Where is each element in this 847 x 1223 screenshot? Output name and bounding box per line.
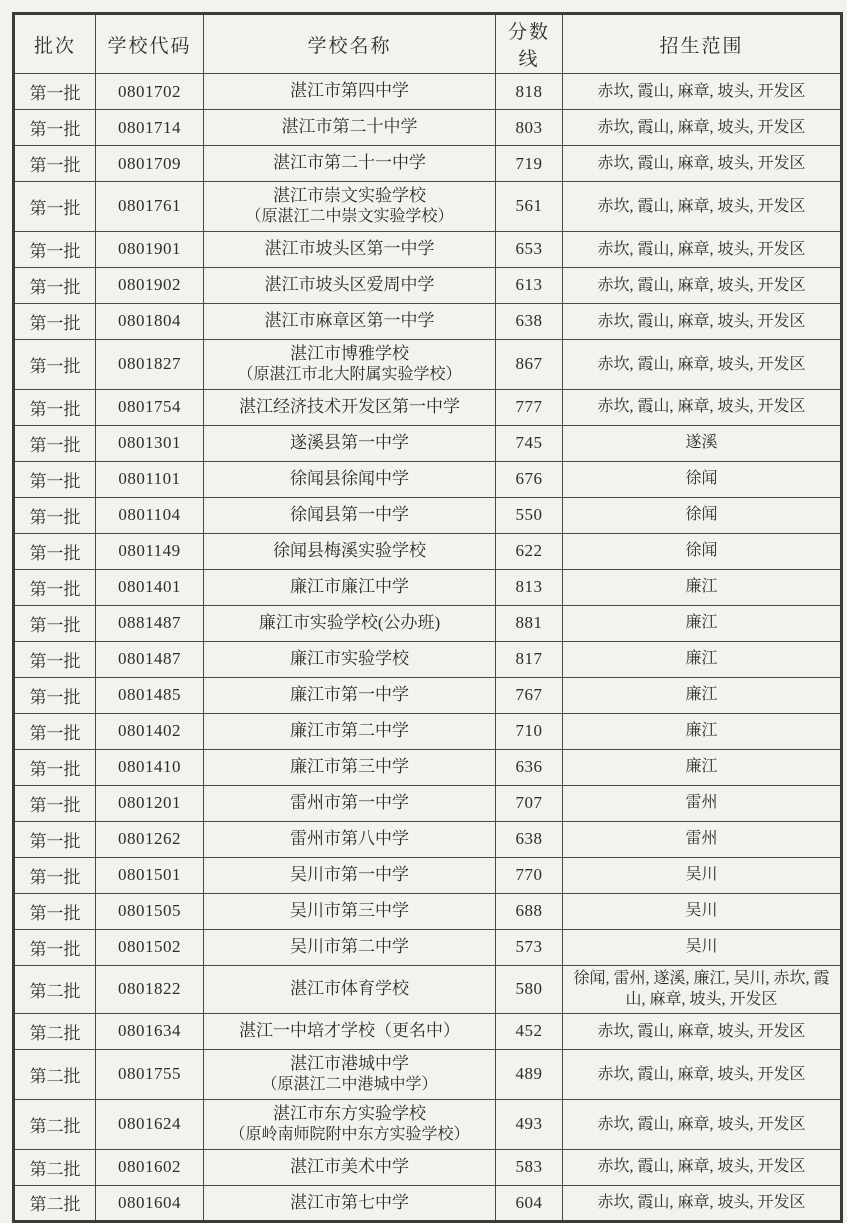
school-name-cell bbox=[204, 1185, 496, 1221]
school-name-cell bbox=[204, 339, 496, 389]
range-cell: 廉江 bbox=[563, 677, 842, 713]
school-name: 徐闻县徐闻中学 bbox=[290, 469, 409, 489]
batch-cell: 第一批 bbox=[14, 605, 96, 641]
table-row bbox=[14, 893, 842, 929]
table-row bbox=[14, 1185, 842, 1221]
table-row bbox=[14, 749, 842, 785]
school-name: 徐闻县第一中学 bbox=[290, 505, 409, 525]
range-cell: 廉江 bbox=[563, 569, 842, 605]
school-code-cell: 0801485 bbox=[96, 677, 204, 713]
table-row bbox=[14, 569, 842, 605]
score-cell: 638 bbox=[496, 303, 563, 339]
school-name-cell bbox=[204, 182, 496, 232]
score-cell: 604 bbox=[496, 1185, 563, 1221]
col-header-score-line: 分数线 bbox=[496, 14, 563, 74]
table-row bbox=[14, 785, 842, 821]
batch-cell: 第一批 bbox=[14, 267, 96, 303]
range-cell: 赤坎, 霞山, 麻章, 坡头, 开发区 bbox=[563, 1099, 842, 1149]
school-name: 湛江经济技术开发区第一中学 bbox=[239, 397, 460, 417]
school-code-cell: 0801502 bbox=[96, 929, 204, 965]
batch-cell: 第二批 bbox=[14, 1185, 96, 1221]
batch-cell: 第一批 bbox=[14, 713, 96, 749]
batch-cell: 第一批 bbox=[14, 497, 96, 533]
school-code-cell: 0801602 bbox=[96, 1149, 204, 1185]
batch-cell: 第一批 bbox=[14, 821, 96, 857]
score-cell: 613 bbox=[496, 267, 563, 303]
score-table bbox=[12, 12, 843, 1223]
score-cell: 767 bbox=[496, 677, 563, 713]
batch-cell: 第一批 bbox=[14, 533, 96, 569]
school-name: 湛江市第七中学 bbox=[290, 1192, 409, 1212]
school-code-cell: 0801262 bbox=[96, 821, 204, 857]
school-code-cell: 0801410 bbox=[96, 749, 204, 785]
school-code-cell: 0801634 bbox=[96, 1013, 204, 1049]
school-code-cell: 0801149 bbox=[96, 533, 204, 569]
batch-cell: 第一批 bbox=[14, 110, 96, 146]
school-name-cell bbox=[204, 605, 496, 641]
school-name: 廉江市第三中学 bbox=[290, 757, 409, 777]
table-header bbox=[14, 14, 842, 74]
school-name: 遂溪县第一中学 bbox=[290, 433, 409, 453]
school-code-cell: 0801104 bbox=[96, 497, 204, 533]
school-name-cell bbox=[204, 1013, 496, 1049]
school-name-note: （原湛江市北大附属实验学校） bbox=[237, 365, 462, 383]
score-cell: 777 bbox=[496, 389, 563, 425]
school-name-cell bbox=[204, 497, 496, 533]
school-code-cell: 0801101 bbox=[96, 461, 204, 497]
range-cell: 赤坎, 霞山, 麻章, 坡头, 开发区 bbox=[563, 1149, 842, 1185]
score-cell: 561 bbox=[496, 182, 563, 232]
range-cell: 遂溪 bbox=[563, 425, 842, 461]
range-cell: 吴川 bbox=[563, 893, 842, 929]
score-cell: 707 bbox=[496, 785, 563, 821]
school-name-cell bbox=[204, 146, 496, 182]
batch-cell: 第一批 bbox=[14, 425, 96, 461]
score-cell: 867 bbox=[496, 339, 563, 389]
table-row bbox=[14, 497, 842, 533]
school-code-cell: 0801301 bbox=[96, 425, 204, 461]
school-code-cell: 0881487 bbox=[96, 605, 204, 641]
school-name-cell bbox=[204, 929, 496, 965]
school-name: 湛江市第四中学 bbox=[290, 81, 409, 101]
range-cell: 雷州 bbox=[563, 785, 842, 821]
range-cell: 廉江 bbox=[563, 749, 842, 785]
batch-cell: 第一批 bbox=[14, 749, 96, 785]
school-code-cell: 0801827 bbox=[96, 339, 204, 389]
school-name: 廉江市实验学校 bbox=[290, 649, 409, 669]
school-name-cell bbox=[204, 389, 496, 425]
table-row bbox=[14, 1013, 842, 1049]
table-row bbox=[14, 110, 842, 146]
range-cell: 徐闻 bbox=[563, 533, 842, 569]
school-name: 湛江市崇文实验学校 bbox=[273, 186, 426, 205]
score-cell: 580 bbox=[496, 965, 563, 1013]
score-cell: 622 bbox=[496, 533, 563, 569]
school-name: 湛江市麻章区第一中学 bbox=[264, 311, 435, 331]
batch-cell: 第二批 bbox=[14, 1013, 96, 1049]
table-row bbox=[14, 605, 842, 641]
batch-cell: 第一批 bbox=[14, 893, 96, 929]
school-name-cell bbox=[204, 713, 496, 749]
school-code-cell: 0801714 bbox=[96, 110, 204, 146]
score-cell: 452 bbox=[496, 1013, 563, 1049]
school-name: 湛江市坡头区爱周中学 bbox=[264, 275, 435, 295]
school-code-cell: 0801761 bbox=[96, 182, 204, 232]
score-cell: 638 bbox=[496, 821, 563, 857]
table-row bbox=[14, 389, 842, 425]
school-name-cell bbox=[204, 641, 496, 677]
school-name-cell bbox=[204, 821, 496, 857]
school-name: 雷州市第八中学 bbox=[290, 829, 409, 849]
school-name-cell bbox=[204, 965, 496, 1013]
score-cell: 719 bbox=[496, 146, 563, 182]
batch-cell: 第一批 bbox=[14, 339, 96, 389]
range-cell: 徐闻, 雷州, 遂溪, 廉江, 吴川, 赤坎, 霞山, 麻章, 坡头, 开发区 bbox=[563, 965, 842, 1013]
table-row bbox=[14, 1049, 842, 1099]
table-row bbox=[14, 1099, 842, 1149]
batch-cell: 第二批 bbox=[14, 1099, 96, 1149]
table-row bbox=[14, 182, 842, 232]
school-name-cell bbox=[204, 110, 496, 146]
school-code-cell: 0801754 bbox=[96, 389, 204, 425]
school-name-cell bbox=[204, 1149, 496, 1185]
range-cell: 赤坎, 霞山, 麻章, 坡头, 开发区 bbox=[563, 182, 842, 232]
school-name-cell bbox=[204, 893, 496, 929]
school-name: 廉江市第二中学 bbox=[290, 721, 409, 741]
score-cell: 493 bbox=[496, 1099, 563, 1149]
range-cell: 赤坎, 霞山, 麻章, 坡头, 开发区 bbox=[563, 146, 842, 182]
school-name: 湛江市第二十中学 bbox=[281, 117, 418, 137]
school-code-cell: 0801505 bbox=[96, 893, 204, 929]
school-name: 湛江一中培才学校（更名中） bbox=[239, 1021, 460, 1041]
score-cell: 710 bbox=[496, 713, 563, 749]
school-name: 湛江市美术中学 bbox=[290, 1157, 409, 1177]
batch-cell: 第二批 bbox=[14, 1049, 96, 1099]
school-name-cell bbox=[204, 303, 496, 339]
batch-cell: 第一批 bbox=[14, 182, 96, 232]
school-name: 湛江市坡头区第一中学 bbox=[264, 239, 435, 259]
range-cell: 廉江 bbox=[563, 641, 842, 677]
school-name-cell bbox=[204, 74, 496, 110]
table-row bbox=[14, 267, 842, 303]
batch-cell: 第一批 bbox=[14, 303, 96, 339]
range-cell: 赤坎, 霞山, 麻章, 坡头, 开发区 bbox=[563, 267, 842, 303]
col-header-enrollment-range: 招生范围 bbox=[563, 14, 842, 74]
school-name: 廉江市第一中学 bbox=[290, 685, 409, 705]
col-header-school-code: 学校代码 bbox=[96, 14, 204, 74]
school-code-cell: 0801822 bbox=[96, 965, 204, 1013]
school-name: 徐闻县梅溪实验学校 bbox=[273, 541, 426, 561]
table-row bbox=[14, 74, 842, 110]
batch-cell: 第一批 bbox=[14, 231, 96, 267]
range-cell: 赤坎, 霞山, 麻章, 坡头, 开发区 bbox=[563, 339, 842, 389]
score-cell: 653 bbox=[496, 231, 563, 267]
range-cell: 吴川 bbox=[563, 857, 842, 893]
score-cell: 583 bbox=[496, 1149, 563, 1185]
table-row bbox=[14, 1149, 842, 1185]
school-name: 吴川市第一中学 bbox=[290, 865, 409, 885]
school-code-cell: 0801804 bbox=[96, 303, 204, 339]
score-cell: 636 bbox=[496, 749, 563, 785]
table-row bbox=[14, 231, 842, 267]
school-code-cell: 0801709 bbox=[96, 146, 204, 182]
table-row bbox=[14, 965, 842, 1013]
school-name: 廉江市廉江中学 bbox=[290, 577, 409, 597]
table-row bbox=[14, 821, 842, 857]
table-row bbox=[14, 339, 842, 389]
batch-cell: 第一批 bbox=[14, 785, 96, 821]
score-cell: 881 bbox=[496, 605, 563, 641]
school-name-cell bbox=[204, 425, 496, 461]
school-name: 湛江市博雅学校 bbox=[290, 343, 409, 363]
range-cell: 徐闻 bbox=[563, 497, 842, 533]
school-name-cell bbox=[204, 267, 496, 303]
score-cell: 818 bbox=[496, 74, 563, 110]
table-row bbox=[14, 929, 842, 965]
school-name: 雷州市第一中学 bbox=[290, 793, 409, 813]
table-row bbox=[14, 677, 842, 713]
school-code-cell: 0801487 bbox=[96, 641, 204, 677]
batch-cell: 第一批 bbox=[14, 569, 96, 605]
score-cell: 489 bbox=[496, 1049, 563, 1099]
school-code-cell: 0801755 bbox=[96, 1049, 204, 1099]
school-code-cell: 0801702 bbox=[96, 74, 204, 110]
table-row bbox=[14, 146, 842, 182]
batch-cell: 第一批 bbox=[14, 389, 96, 425]
school-name-cell bbox=[204, 533, 496, 569]
batch-cell: 第一批 bbox=[14, 74, 96, 110]
school-name: 湛江市第二十一中学 bbox=[273, 153, 426, 173]
range-cell: 赤坎, 霞山, 麻章, 坡头, 开发区 bbox=[563, 74, 842, 110]
school-name-cell bbox=[204, 1099, 496, 1149]
range-cell: 雷州 bbox=[563, 821, 842, 857]
school-code-cell: 0801604 bbox=[96, 1185, 204, 1221]
range-cell: 廉江 bbox=[563, 605, 842, 641]
batch-cell: 第二批 bbox=[14, 965, 96, 1013]
school-name: 廉江市实验学校(公办班) bbox=[258, 613, 441, 633]
table-body bbox=[14, 74, 842, 1222]
school-code-cell: 0801201 bbox=[96, 785, 204, 821]
school-name: 吴川市第三中学 bbox=[290, 901, 409, 921]
range-cell: 吴川 bbox=[563, 929, 842, 965]
table-row bbox=[14, 461, 842, 497]
school-code-cell: 0801902 bbox=[96, 267, 204, 303]
col-header-batch: 批次 bbox=[14, 14, 96, 74]
range-cell: 赤坎, 霞山, 麻章, 坡头, 开发区 bbox=[563, 389, 842, 425]
school-code-cell: 0801501 bbox=[96, 857, 204, 893]
school-code-cell: 0801624 bbox=[96, 1099, 204, 1149]
score-cell: 550 bbox=[496, 497, 563, 533]
batch-cell: 第一批 bbox=[14, 677, 96, 713]
school-name: 吴川市第二中学 bbox=[290, 937, 409, 957]
score-cell: 745 bbox=[496, 425, 563, 461]
header-row bbox=[14, 14, 842, 74]
table-row bbox=[14, 713, 842, 749]
range-cell: 赤坎, 霞山, 麻章, 坡头, 开发区 bbox=[563, 1185, 842, 1221]
school-name-cell bbox=[204, 857, 496, 893]
range-cell: 赤坎, 霞山, 麻章, 坡头, 开发区 bbox=[563, 303, 842, 339]
range-cell: 廉江 bbox=[563, 713, 842, 749]
batch-cell: 第一批 bbox=[14, 641, 96, 677]
score-cell: 813 bbox=[496, 569, 563, 605]
table-row bbox=[14, 533, 842, 569]
batch-cell: 第一批 bbox=[14, 857, 96, 893]
school-name-cell bbox=[204, 231, 496, 267]
school-code-cell: 0801901 bbox=[96, 231, 204, 267]
school-name-cell bbox=[204, 1049, 496, 1099]
score-cell: 676 bbox=[496, 461, 563, 497]
range-cell: 赤坎, 霞山, 麻章, 坡头, 开发区 bbox=[563, 110, 842, 146]
school-name-cell bbox=[204, 677, 496, 713]
range-cell: 赤坎, 霞山, 麻章, 坡头, 开发区 bbox=[563, 1049, 842, 1099]
school-name-cell bbox=[204, 785, 496, 821]
school-name-note: （原湛江二中港城中学） bbox=[261, 1076, 438, 1094]
school-name-cell bbox=[204, 461, 496, 497]
batch-cell: 第一批 bbox=[14, 461, 96, 497]
batch-cell: 第二批 bbox=[14, 1149, 96, 1185]
school-name-cell bbox=[204, 569, 496, 605]
batch-cell: 第一批 bbox=[14, 146, 96, 182]
range-cell: 徐闻 bbox=[563, 461, 842, 497]
batch-cell: 第一批 bbox=[14, 929, 96, 965]
school-name-cell bbox=[204, 749, 496, 785]
school-name-note: （原岭南师院附中东方实验学校） bbox=[229, 1125, 470, 1143]
school-name: 湛江市东方实验学校 bbox=[273, 1103, 426, 1123]
score-cell: 803 bbox=[496, 110, 563, 146]
school-code-cell: 0801402 bbox=[96, 713, 204, 749]
score-cell: 573 bbox=[496, 929, 563, 965]
range-cell: 赤坎, 霞山, 麻章, 坡头, 开发区 bbox=[563, 1013, 842, 1049]
school-name: 湛江市港城中学 bbox=[290, 1053, 409, 1073]
table-row bbox=[14, 425, 842, 461]
table-row bbox=[14, 303, 842, 339]
school-name: 湛江市体育学校 bbox=[290, 979, 409, 999]
school-name-note: （原湛江二中崇文实验学校） bbox=[245, 208, 454, 226]
school-code-cell: 0801401 bbox=[96, 569, 204, 605]
range-cell: 赤坎, 霞山, 麻章, 坡头, 开发区 bbox=[563, 231, 842, 267]
col-header-school-name: 学校名称 bbox=[204, 14, 496, 74]
score-cell: 817 bbox=[496, 641, 563, 677]
table-row bbox=[14, 641, 842, 677]
score-cell: 770 bbox=[496, 857, 563, 893]
score-cell: 688 bbox=[496, 893, 563, 929]
table-row bbox=[14, 857, 842, 893]
